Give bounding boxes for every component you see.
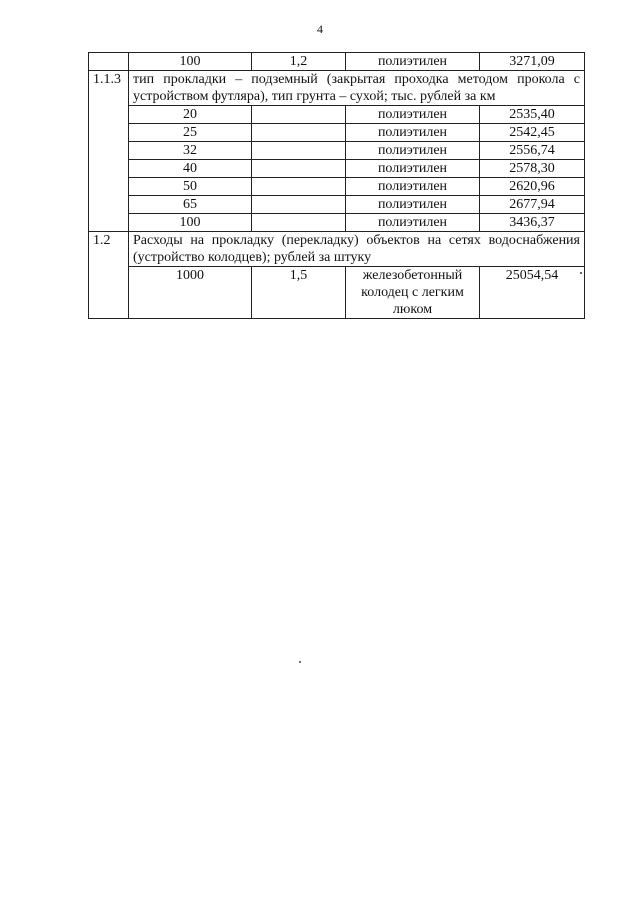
table-row — [89, 160, 585, 178]
section-header-row — [89, 232, 585, 267]
material-cell: полиэтилен — [346, 124, 480, 142]
price-cell: 2556,74 — [480, 142, 585, 160]
depth-cell — [252, 196, 346, 214]
diameter-cell: 32 — [129, 142, 252, 160]
depth-cell — [252, 106, 346, 124]
diameter-cell: 65 — [129, 196, 252, 214]
diameter-cell: 40 — [129, 160, 252, 178]
price-cell: 2542,45 — [480, 124, 585, 142]
price-cell: 2677,94 — [480, 196, 585, 214]
material-cell: железобетонный колодец с легким люком — [346, 267, 480, 319]
table-row — [89, 196, 585, 214]
table-row — [89, 178, 585, 196]
material-cell: полиэтилен — [346, 214, 480, 232]
diameter-cell: 100 — [129, 53, 252, 71]
material-cell: полиэтилен — [346, 106, 480, 124]
price-cell: 2535,40 — [480, 106, 585, 124]
tariff-table — [88, 52, 585, 319]
depth-cell: 1,5 — [252, 267, 346, 319]
material-cell: полиэтилен — [346, 196, 480, 214]
depth-cell — [252, 124, 346, 142]
price-cell: 3271,09 — [480, 53, 585, 71]
diameter-cell: 1000 — [129, 267, 252, 319]
table-row — [89, 142, 585, 160]
section-number: 1.2 — [89, 232, 129, 319]
scan-mark — [580, 272, 582, 274]
depth-cell — [252, 160, 346, 178]
depth-cell — [252, 178, 346, 196]
price-cell: 2620,96 — [480, 178, 585, 196]
diameter-cell: 50 — [129, 178, 252, 196]
table-row — [89, 106, 585, 124]
price-cell: 25054,54 — [480, 267, 585, 319]
material-cell: полиэтилен — [346, 142, 480, 160]
material-cell: полиэтилен — [346, 178, 480, 196]
diameter-cell: 20 — [129, 106, 252, 124]
section-description: тип прокладки – подземный (закрытая проходка методом прокола с устройством футляра), тип грунта – сухой; тыс. рублей за км — [129, 71, 585, 106]
material-cell: полиэтилен — [346, 53, 480, 71]
page-number: 4 — [317, 22, 323, 36]
section-number: 1.1.3 — [89, 71, 129, 232]
number-cell — [89, 53, 129, 71]
depth-cell: 1,2 — [252, 53, 346, 71]
diameter-cell: 25 — [129, 124, 252, 142]
diameter-cell: 100 — [129, 214, 252, 232]
depth-cell — [252, 142, 346, 160]
scan-dot — [299, 661, 301, 663]
price-cell: 3436,37 — [480, 214, 585, 232]
table-row — [89, 53, 585, 71]
section-header-row — [89, 71, 585, 106]
depth-cell — [252, 214, 346, 232]
material-cell: полиэтилен — [346, 160, 480, 178]
price-cell: 2578,30 — [480, 160, 585, 178]
section-description: Расходы на прокладку (перекладку) объектов на сетях водоснабжения (устройство колодцев); рублей за штуку — [129, 232, 585, 267]
table-row — [89, 124, 585, 142]
table-row — [89, 267, 585, 319]
table-row — [89, 214, 585, 232]
